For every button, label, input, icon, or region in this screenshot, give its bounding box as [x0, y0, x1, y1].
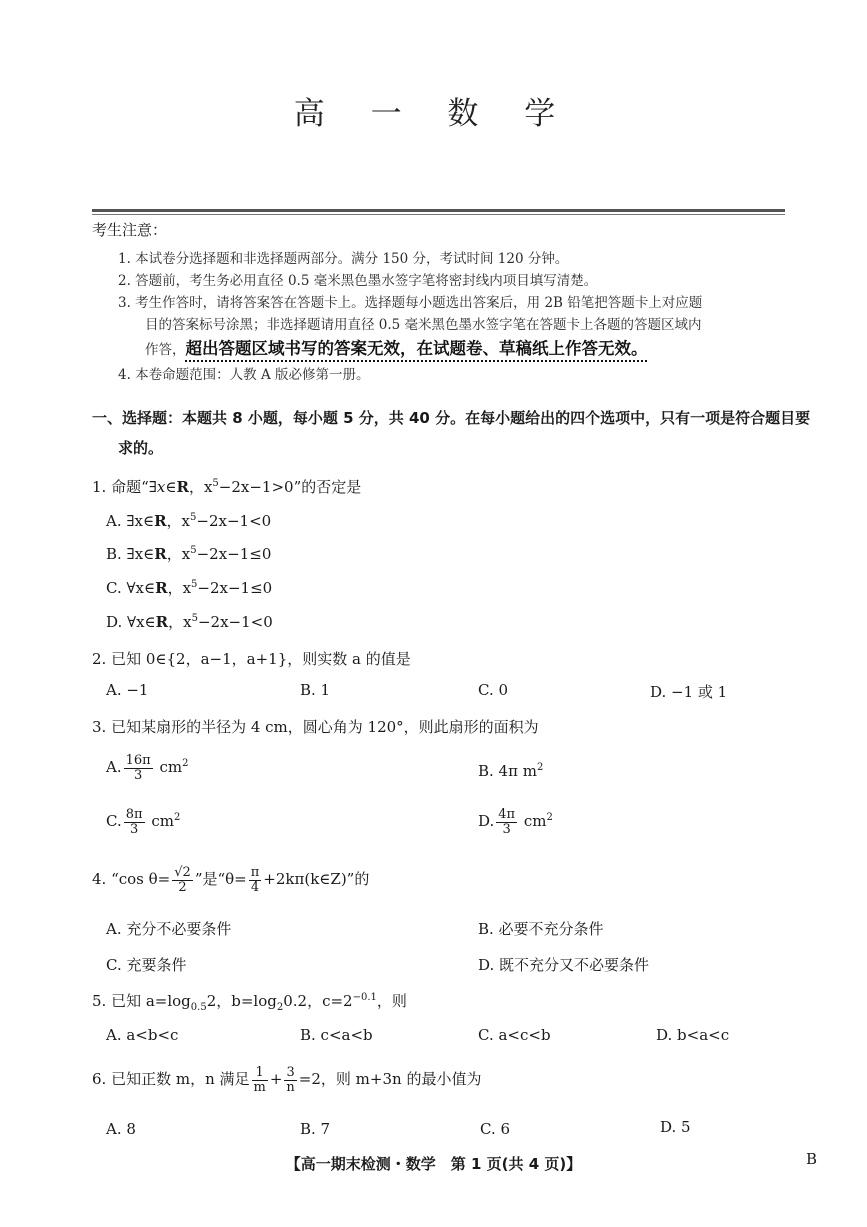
q1-option-b: B. ∃x∈R，$x^5-2x-1\le 0$ — [106, 545, 272, 563]
header-rule-thick — [92, 209, 785, 212]
q5-option-a: A. a<b<c — [106, 1026, 179, 1044]
q6-option-d: D. 5 — [660, 1118, 691, 1136]
q1-option-a: A. ∃x∈R，$x^5-2x-1<0$ — [106, 512, 272, 530]
q4-option-d: D. 既不充分又不必要条件 — [478, 956, 650, 974]
q1-option-d: D. ∀x∈R，$x^5-2x-1<0$ — [106, 613, 273, 631]
q2-option-b: B. 1 — [300, 681, 331, 699]
question-6-stem: 6. 已知正数 m，n 满足 $\frac{1}{m}$ + $\frac{3}{n}$ =2，则 m+3n 的最小值为 — [92, 1065, 482, 1095]
q3-option-c: C. $\frac{8\pi}{3}$ $cm^2$ — [106, 807, 181, 837]
notice-line-3: 3. 考生作答时，请将答案答在答题卡上。选择题每小题选出答案后，用 2B 铅笔把答题卡上对应题 — [118, 295, 703, 311]
q2-option-c: C. 0 — [478, 681, 509, 699]
page-title: 高 一 数 学 — [293, 96, 574, 132]
q6-option-b: B. 7 — [300, 1120, 331, 1138]
notice-line-1: 1. 本试卷分选择题和非选择题两部分。满分 150 分，考试时间 120 分钟。 — [118, 251, 569, 267]
question-5-stem: 5. 已知 $a=\log_{0.5}2$，$b=\log_20.2$，$c=2^{-0.1}$，则 — [92, 992, 407, 1013]
q6-option-a: A. 8 — [106, 1120, 136, 1138]
page-footer: 【高一期末检测・数学 第 1 页(共 4 页)】 — [285, 1155, 582, 1173]
q3-option-d: D. $\frac{4\pi}{3}$ $cm^2$ — [478, 807, 553, 837]
q4-option-a: A. 充分不必要条件 — [106, 920, 232, 938]
section-heading: 一、选择题：本题共 8 小题，每小题 5 分，共 40 分。在每小题给出的四个选项中，只有一项是符合题目要 — [92, 409, 811, 427]
q2-option-d: D. −1 或 1 — [650, 683, 728, 701]
notice-line-3b: 目的答案标号涂黑；非选择题请用直径 0.5 毫米黑色墨水签字笔在答题卡上各题的答题区域内 — [145, 317, 702, 333]
question-4-stem: 4. “cos θ= $\frac{√2}{2}$ ”是“θ= $\frac{\pi}{4}$ +2kπ(k∈Z)”的 — [92, 865, 370, 895]
fraction: $\frac{4\pi}{3}$ — [498, 807, 516, 837]
q5-option-b: B. c<a<b — [300, 1026, 373, 1044]
paper-version-mark: B — [806, 1150, 818, 1168]
fraction: $\frac{1}{m}$ — [253, 1065, 266, 1095]
notice-line-2: 2. 答题前，考生务必用直径 0.5 毫米黑色墨水签字笔将密封线内项目填写清楚。 — [118, 273, 598, 289]
header-rule-thin — [92, 214, 785, 215]
fraction: $\frac{√2}{2}$ — [174, 865, 191, 895]
fraction: $\frac{8\pi}{3}$ — [125, 807, 143, 837]
q3-option-a: A. $\frac{16\pi}{3}$ $cm^2$ — [106, 753, 189, 783]
question-3-stem: 3. 已知某扇形的半径为 4 cm，圆心角为 120°，则此扇形的面积为 — [92, 718, 539, 736]
notice-line-3c-text: 作答， — [145, 342, 186, 358]
q3-option-b: B. 4π $m^2$ — [478, 762, 544, 780]
q5-option-d: D. b<a<c — [656, 1026, 730, 1044]
notice-line-4: 4. 本卷命题范围：人教 A 版必修第一册。 — [118, 367, 370, 383]
fraction: $\frac{3}{n}$ — [286, 1065, 295, 1095]
q1-option-c: C. ∀x∈R，$x^5-2x-1\le 0$ — [106, 579, 273, 597]
q4-option-b: B. 必要不充分条件 — [478, 920, 604, 938]
fraction: $\frac{16\pi}{3}$ — [125, 753, 151, 783]
section-heading-cont: 求的。 — [118, 439, 164, 457]
notice-heading: 考生注意： — [92, 221, 168, 239]
notice-emphasis: 超出答题区域书写的答案无效，在试题卷、草稿纸上作答无效。 — [185, 339, 648, 358]
q5-option-c: C. a<c<b — [478, 1026, 551, 1044]
q2-option-a: A. −1 — [106, 681, 149, 699]
question-1-stem: 1. 命题“∃x∈R，$x^5-2x-1>0$”的否定是 — [92, 478, 362, 496]
q6-option-c: C. 6 — [480, 1120, 511, 1138]
q4-option-c: C. 充要条件 — [106, 956, 187, 974]
notice-line-3c — [145, 335, 648, 359]
fraction: $\frac{\pi}{4}$ — [250, 865, 260, 895]
question-2-stem: 2. 已知 0∈{2，a−1，a+1}，则实数 a 的值是 — [92, 650, 411, 668]
